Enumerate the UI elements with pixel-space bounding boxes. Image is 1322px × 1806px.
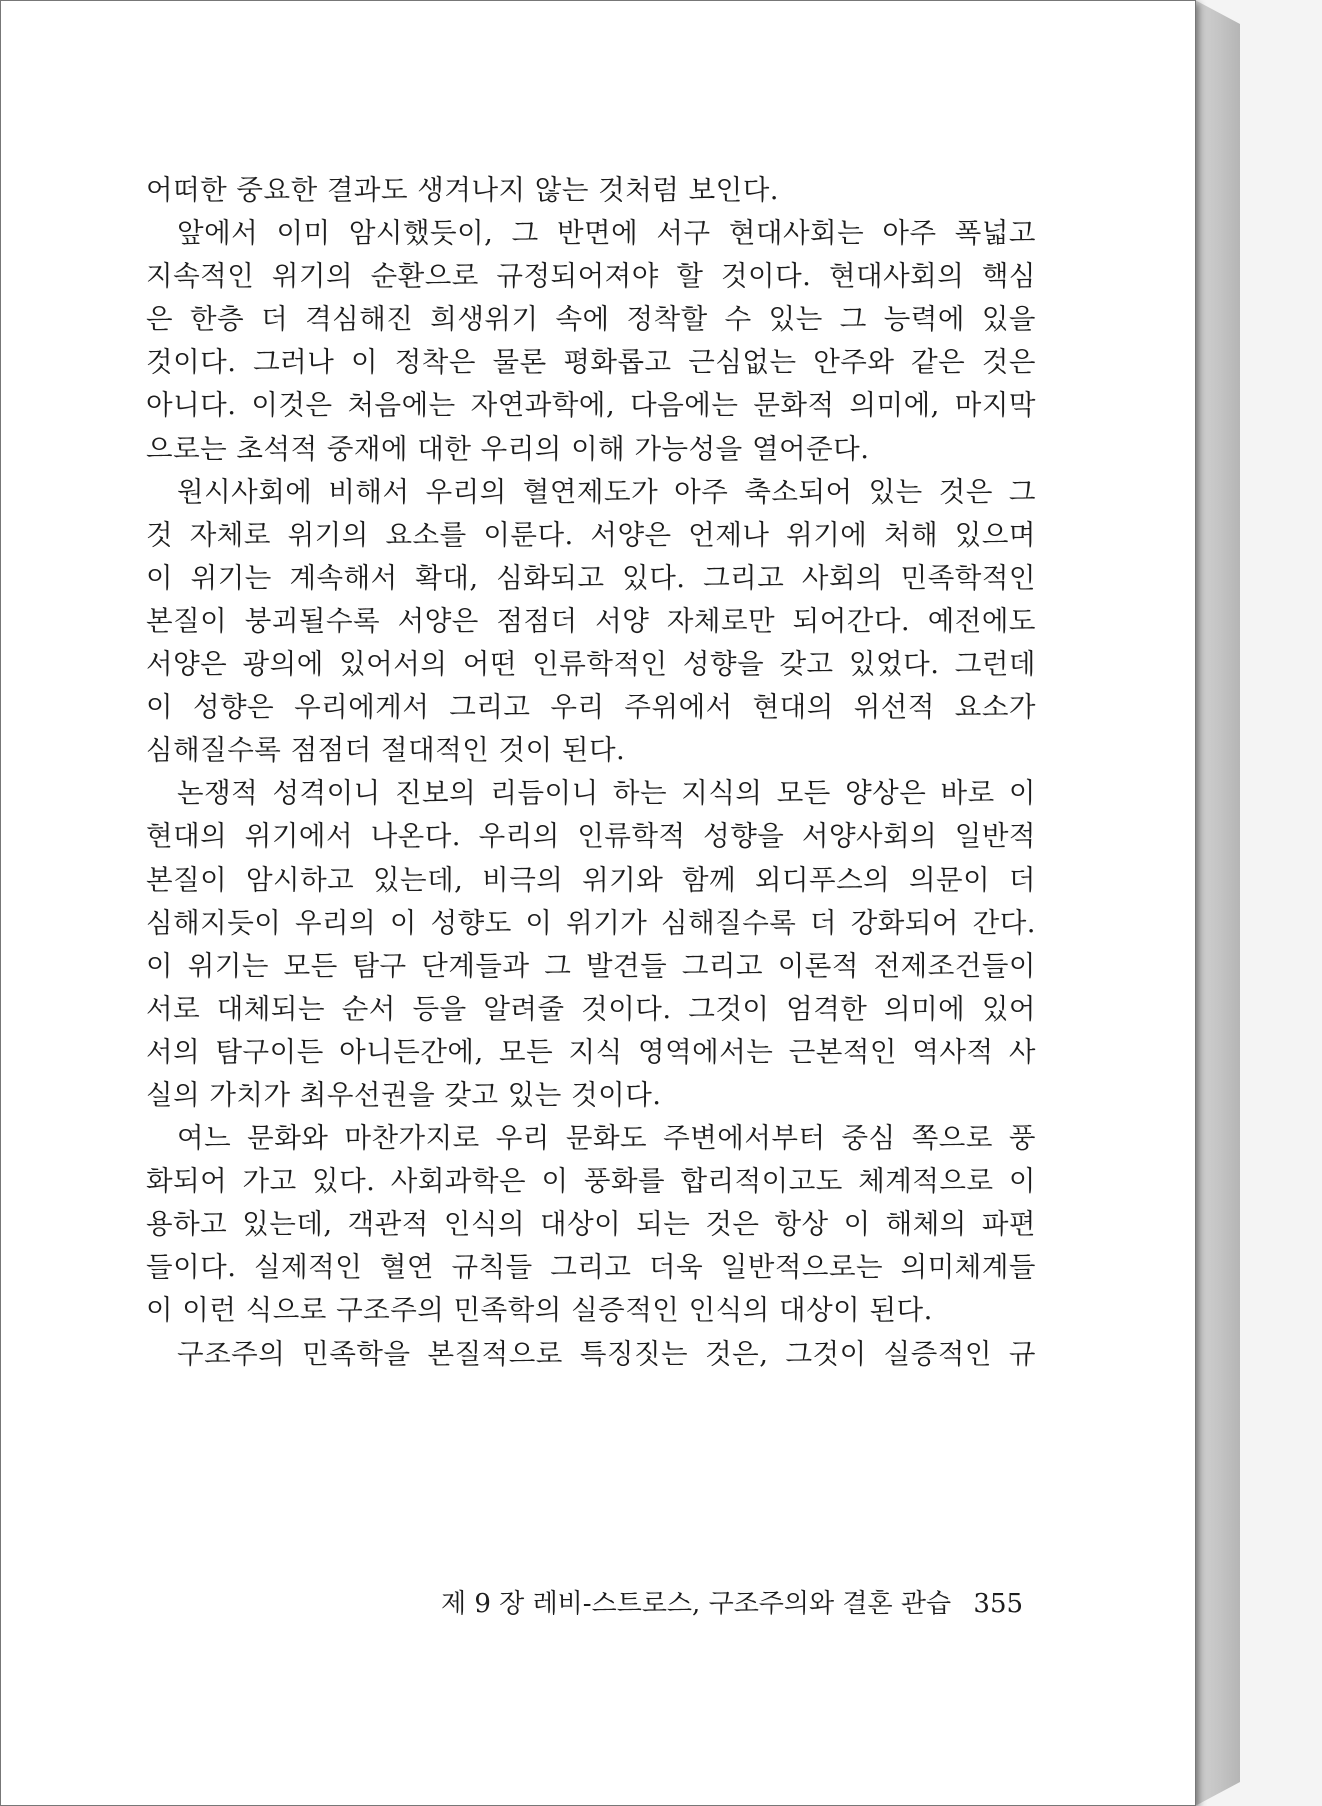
body-text	[146, 169, 1036, 1376]
text-line: 아니다. 이것은 처음에는 자연과학에, 다음에는 문화적 의미에, 마지막	[146, 389, 1036, 422]
paragraph	[146, 1117, 1036, 1332]
text-line: 여느 문화와 마찬가지로 우리 문화도 주변에서부터 중심 쪽으로 풍	[177, 1122, 1036, 1155]
text-line: 들이다. 실제적인 혈연 규칙들 그리고 더욱 일반적으로는 의미체계들	[146, 1251, 1036, 1284]
text-line: 은 한층 더 격심해진 희생위기 속에 정착할 수 있는 그 능력에 있을	[146, 303, 1036, 336]
text-line: 논쟁적 성격이니 진보의 리듬이니 하는 지식의 모든 양상은 바로 이	[177, 777, 1036, 810]
text-line: 용하고 있는데, 객관적 인식의 대상이 되는 것은 항상 이 해체의 파편	[146, 1208, 1036, 1241]
paragraph	[146, 471, 1036, 773]
text-line: 화되어 가고 있다. 사회과학은 이 풍화를 합리적이고도 체계적으로 이	[146, 1165, 1036, 1198]
text-line: 심해질수록 점점더 절대적인 것이 된다.	[146, 734, 626, 767]
text-line: 현대의 위기에서 나온다. 우리의 인류학적 성향을 서양사회의 일반적	[146, 820, 1036, 853]
text-line: 이 성향은 우리에게서 그리고 우리 주위에서 현대의 위선적 요소가	[146, 691, 1036, 724]
footer-chapter-title: 제 9 장 레비-스트로스, 구조주의와 결혼 관습	[441, 1589, 952, 1619]
text-line: 앞에서 이미 암시했듯이, 그 반면에 서구 현대사회는 아주 폭넓고	[177, 217, 1036, 250]
paragraph	[146, 212, 1036, 471]
text-line: 어떠한 중요한 결과도 생겨나지 않는 것처럼 보인다.	[146, 174, 780, 206]
text-line: 본질이 암시하고 있는데, 비극의 위기와 함께 외디푸스의 의문이 더	[146, 863, 1036, 896]
text-line: 서양은 광의에 있어서의 어떤 인류학적인 성향을 갖고 있었다. 그런데	[146, 648, 1036, 681]
page-stack-edge	[1195, 0, 1240, 1806]
text-line: 것이다. 그러나 이 정착은 물론 평화롭고 근심없는 안주와 같은 것은	[146, 346, 1036, 379]
paragraph	[146, 169, 1036, 212]
text-line: 으로는 초석적 중재에 대한 우리의 이해 가능성을 열어준다.	[146, 432, 870, 465]
text-line: 것 자체로 위기의 요소를 이룬다. 서양은 언제나 위기에 처해 있으며	[146, 518, 1036, 551]
running-footer	[441, 1583, 1024, 1620]
text-line: 본질이 붕괴될수록 서양은 점점더 서양 자체로만 되어간다. 예전에도	[146, 604, 1036, 637]
text-line: 구조주의 민족학을 본질적으로 특징짓는 것은, 그것이 실증적인 규	[177, 1337, 1036, 1370]
text-line: 지속적인 위기의 순환으로 규정되어져야 할 것이다. 현대사회의 핵심	[146, 260, 1036, 293]
text-line: 원시사회에 비해서 우리의 혈연제도가 아주 축소되어 있는 것은 그	[177, 475, 1036, 508]
text-line: 심해지듯이 우리의 이 성향도 이 위기가 심해질수록 더 강화되어 간다.	[146, 906, 1036, 939]
text-line: 이 위기는 모든 탐구 단계들과 그 발견들 그리고 이론적 전제조건들이	[146, 949, 1036, 982]
paragraph	[146, 1333, 1036, 1376]
text-line: 실의 가치가 최우선권을 갖고 있는 것이다.	[146, 1078, 662, 1111]
text-line: 서의 탐구이든 아니든간에, 모든 지식 영역에서는 근본적인 역사적 사	[146, 1035, 1036, 1068]
text-line: 이 위기는 계속해서 확대, 심화되고 있다. 그리고 사회의 민족학적인	[146, 561, 1036, 594]
text-line: 서로 대체되는 순서 등을 알려줄 것이다. 그것이 엄격한 의미에 있어	[146, 992, 1036, 1025]
text-line: 이 이런 식으로 구조주의 민족학의 실증적인 인식의 대상이 된다.	[146, 1294, 933, 1327]
paragraph	[146, 772, 1036, 1117]
page-number: 355	[973, 1589, 1024, 1619]
